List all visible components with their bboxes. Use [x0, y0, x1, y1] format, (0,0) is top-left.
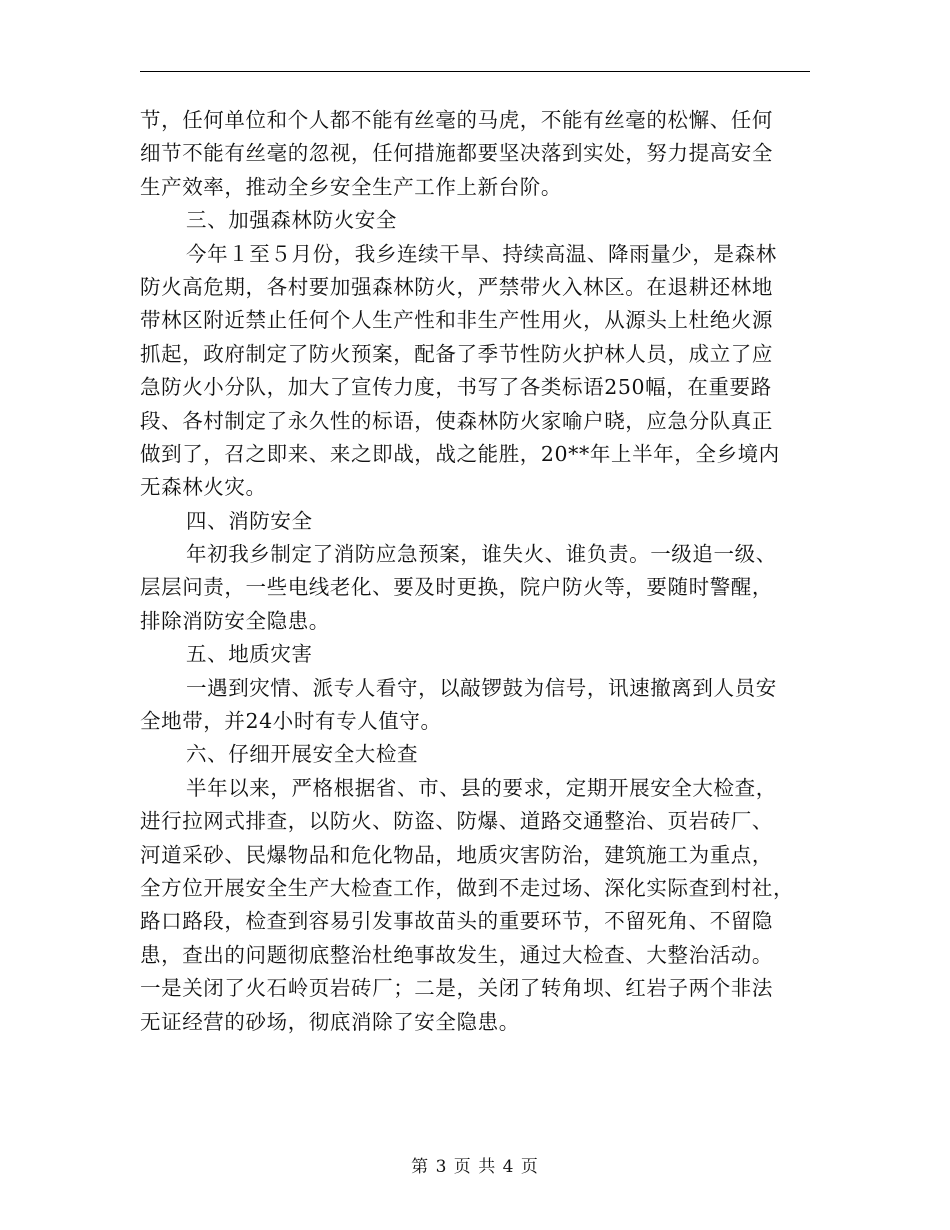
text-line: 生产效率，推动全乡安全生产工作上新台阶。: [140, 174, 562, 199]
text-line: 一遇到灾情、派专人看守，以敲锣鼓为信号，讯速撤离到人员安: [186, 675, 777, 700]
text-line: 四、消防安全: [186, 508, 313, 533]
text-line: 抓起，政府制定了防火预案，配备了季节性防火护林人员，成立了应: [140, 341, 773, 366]
text-line: 排除消防安全隐患。: [140, 608, 330, 633]
text-line: 半年以来，严格根据省、市、县的要求，定期开展安全大检查，: [186, 775, 777, 800]
text-line: 带林区附近禁止任何个人生产性和非生产性用火，从源头上杜绝火源: [140, 308, 773, 333]
text-line: 进行拉网式排查，以防火、防盗、防爆、道路交通整治、页岩砖厂、: [140, 809, 773, 834]
text-line: 今年１至５月份，我乡连续干旱、持续高温、降雨量少，是森林: [186, 241, 777, 266]
text-line: 患，查出的问题彻底整治杜绝事故发生，通过大检查、大整治活动。: [140, 942, 773, 967]
text-line: 五、地质灾害: [186, 642, 313, 667]
text-line: 急防火小分队，加大了宣传力度，书写了各类标语250幅，在重要路: [140, 375, 772, 400]
text-line: 路口路段，检查到容易引发事故苗头的重要环节，不留死角、不留隐: [140, 909, 773, 934]
text-line: 段、各村制定了永久性的标语，使森林防火家喻户晓，应急分队真正: [140, 408, 773, 433]
document-body: [140, 104, 810, 1039]
header-rule: [140, 71, 810, 72]
text-line: 无证经营的砂场，彻底消除了安全隐患。: [140, 1009, 520, 1034]
text-line: 做到了，召之即来、来之即战，战之能胜，20**年上半年，全乡境内: [140, 441, 780, 466]
text-line: 六、仔细开展安全大检查: [186, 742, 419, 767]
text-line: 细节不能有丝毫的忽视，任何措施都要坚决落到实处，努力提高安全: [140, 141, 773, 166]
text-line: 无森林火灾。: [140, 475, 267, 500]
text-line: 年初我乡制定了消防应急预案，谁失火、谁负责。一级追一级、: [186, 542, 777, 567]
text-line: 层层问责，一些电线老化、要及时更换，院户防火等，要随时警醒，: [140, 575, 773, 600]
page-number: 第 3 页 共 4 页: [411, 1157, 539, 1177]
text-line: 防火高危期，各村要加强森林防火，严禁带火入林区。在退耕还林地: [140, 274, 773, 299]
text-line: 节，任何单位和个人都不能有丝毫的马虎，不能有丝毫的松懈、任何: [140, 108, 773, 132]
text-line: 一是关闭了火石岭页岩砖厂；二是，关闭了转角坝、红岩子两个非法: [140, 976, 773, 1001]
text-line: 全地带，并24小时有专人值守。: [140, 709, 442, 734]
text-line: 三、加强森林防火安全: [186, 208, 397, 233]
text-line: 全方位开展安全生产大检查工作，做到不走过场、深化实际查到村社，: [140, 875, 795, 900]
text-line: 河道采砂、民爆物品和危化物品，地质灾害防治，建筑施工为重点，: [140, 842, 773, 867]
